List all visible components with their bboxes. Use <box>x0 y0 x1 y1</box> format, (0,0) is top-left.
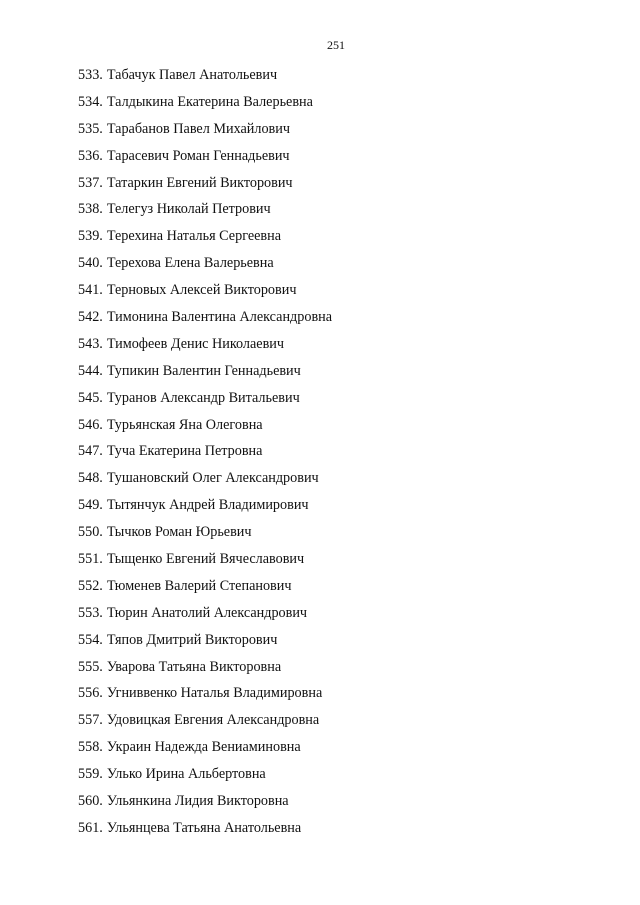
list-item-name: Удовицкая Евгения Александровна <box>106 712 320 729</box>
list-item-name: Тупикин Валентин Геннадьевич <box>106 362 301 379</box>
list-item-name: Телегуз Николай Петрович <box>106 201 271 218</box>
list-item <box>78 333 332 360</box>
list-item <box>78 629 332 656</box>
list-item-number: 534. <box>78 93 103 110</box>
list-item-number: 559. <box>78 766 103 783</box>
list-item-number: 552. <box>78 577 103 594</box>
list-item-number: 555. <box>78 658 103 675</box>
list-item-number: 548. <box>78 470 103 487</box>
list-item-name: Тычков Роман Юрьевич <box>106 524 252 541</box>
list-item-number: 533. <box>78 67 103 83</box>
list-item-name: Татаркин Евгений Викторович <box>106 174 293 191</box>
list-item-number: 539. <box>78 228 103 245</box>
list-item-number: 558. <box>78 739 103 756</box>
list-item <box>78 656 332 683</box>
list-item <box>78 602 332 629</box>
list-item <box>78 575 332 602</box>
list-item-name: Тимонина Валентина Александровна <box>106 309 333 326</box>
list-item-name: Тытянчук Андрей Владимирович <box>106 497 309 514</box>
list-item-number: 557. <box>78 712 103 729</box>
list-item <box>78 279 332 306</box>
list-item-number: 538. <box>78 201 103 218</box>
list-item-number: 561. <box>78 819 103 836</box>
list-item <box>78 521 332 548</box>
list-item-number: 554. <box>78 631 103 648</box>
list-item-name: Туранов Александр Витальевич <box>106 389 300 406</box>
list-item <box>78 817 332 844</box>
list-item-number: 551. <box>78 551 103 568</box>
list-item-name: Тюменев Валерий Степанович <box>106 577 292 594</box>
list-item-name: Тюрин Анатолий Александрович <box>106 604 308 621</box>
list-item-name: Терехина Наталья Сергеевна <box>106 228 282 245</box>
list-item <box>78 252 332 279</box>
list-item-number: 549. <box>78 497 103 514</box>
list-item-number: 560. <box>78 793 103 810</box>
list-item <box>78 172 332 199</box>
list-item <box>78 145 332 172</box>
list-item <box>78 118 332 145</box>
list-item-number: 550. <box>78 524 103 541</box>
list-item <box>78 548 332 575</box>
list-item-name: Табачук Павел Анатольевич <box>106 67 278 83</box>
list-item <box>78 91 332 118</box>
list-item <box>78 736 332 763</box>
list-item-number: 544. <box>78 362 103 379</box>
list-item <box>78 494 332 521</box>
list-item-name: Улько Ирина Альбертовна <box>106 766 266 783</box>
list-item-name: Украин Надежда Вениаминовна <box>106 739 301 756</box>
list-item <box>78 790 332 817</box>
list-item-name: Ульянцева Татьяна Анатольевна <box>106 819 302 836</box>
page-number: 251 <box>327 38 345 52</box>
list-item-name: Тяпов Дмитрий Викторович <box>106 631 278 648</box>
list-item <box>78 467 332 494</box>
list-item-name: Терехова Елена Валерьевна <box>106 255 274 272</box>
list-item <box>78 440 332 467</box>
list-item <box>78 198 332 225</box>
list-item <box>78 360 332 387</box>
list-item-number: 553. <box>78 604 103 621</box>
list-item-number: 543. <box>78 335 103 352</box>
list-item-name: Тушановский Олег Александрович <box>106 470 319 487</box>
list-item-number: 547. <box>78 443 103 460</box>
list-item-name: Тарасевич Роман Геннадьевич <box>106 147 290 164</box>
list-item-name: Турьянская Яна Олеговна <box>106 416 263 433</box>
list-item-number: 546. <box>78 416 103 433</box>
list-item-number: 542. <box>78 309 103 326</box>
list-item-number: 537. <box>78 174 103 191</box>
list-item-name: Туча Екатерина Петровна <box>106 443 263 460</box>
list-item-number: 556. <box>78 685 103 702</box>
list-item-number: 541. <box>78 282 103 299</box>
list-item <box>78 763 332 790</box>
list-item-number: 540. <box>78 255 103 272</box>
list-item-name: Угниввенко Наталья Владимировна <box>106 685 323 702</box>
list-item <box>78 64 332 91</box>
list-item-number: 535. <box>78 120 103 137</box>
list-item-name: Уварова Татьяна Викторовна <box>106 658 282 675</box>
list-item-name: Терновых Алексей Викторович <box>106 282 297 299</box>
list-item-name: Ульянкина Лидия Викторовна <box>106 793 289 810</box>
list-item-name: Тарабанов Павел Михайлович <box>106 120 290 137</box>
list-item-number: 545. <box>78 389 103 406</box>
list-item <box>78 306 332 333</box>
list-item <box>78 709 332 736</box>
list-item-name: Тыщенко Евгений Вячеславович <box>106 551 305 568</box>
list-item <box>78 387 332 414</box>
list-item-name: Талдыкина Екатерина Валерьевна <box>106 93 313 110</box>
list-item-name: Тимофеев Денис Николаевич <box>106 335 285 352</box>
name-list <box>78 64 332 844</box>
list-item <box>78 682 332 709</box>
list-item <box>78 225 332 252</box>
list-item-number: 536. <box>78 147 103 164</box>
list-item <box>78 414 332 441</box>
